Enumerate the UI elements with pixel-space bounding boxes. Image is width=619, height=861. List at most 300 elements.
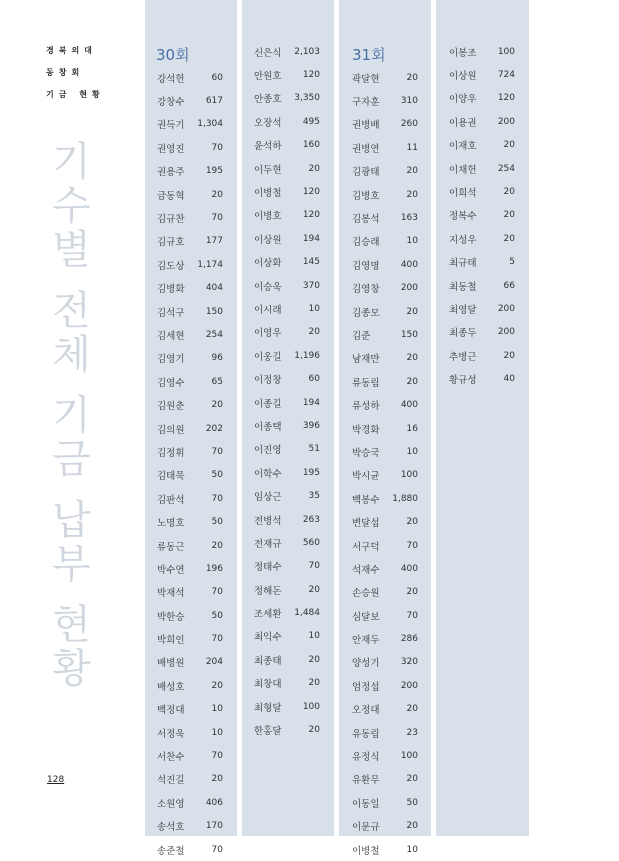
donor-name: 이채헌 <box>449 164 477 176</box>
donor-row <box>352 464 418 487</box>
donor-name: 정태수 <box>254 562 282 574</box>
donor-amount: 120 <box>302 70 320 81</box>
donor-row <box>449 227 515 250</box>
donor-name: 송준철 <box>157 845 185 857</box>
donor-amount: 254 <box>497 163 515 174</box>
donor-amount: 60 <box>308 374 320 385</box>
donor-name: 박승국 <box>352 447 380 459</box>
donor-row <box>254 555 320 578</box>
donor-amount: 254 <box>205 329 223 340</box>
donor-amount: 10 <box>308 631 320 642</box>
donor-name: 유정식 <box>352 752 380 764</box>
donor-row <box>254 578 320 601</box>
donor-row <box>352 370 418 393</box>
donor-name: 김원춘 <box>157 401 185 413</box>
donor-row <box>449 180 515 203</box>
donor-name: 김석구 <box>157 307 185 319</box>
donor-row <box>254 367 320 390</box>
donor-row <box>449 367 515 390</box>
donor-name: 권득기 <box>157 120 185 132</box>
donor-amount: 194 <box>302 397 320 408</box>
donor-row <box>157 89 223 112</box>
donor-name: 김병화 <box>157 284 185 296</box>
donor-amount: 396 <box>302 420 320 431</box>
donor-name: 엄정섭 <box>352 681 380 693</box>
donor-amount: 20 <box>211 189 223 200</box>
donor-amount: 70 <box>308 561 320 572</box>
donor-row <box>254 461 320 484</box>
donor-name: 강석헌 <box>157 73 185 85</box>
donor-amount: 96 <box>211 353 223 364</box>
donor-row <box>157 277 223 300</box>
donor-amount: 20 <box>308 654 320 665</box>
donor-amount: 10 <box>211 727 223 738</box>
donor-row <box>157 510 223 533</box>
donor-amount: 10 <box>406 236 418 247</box>
donor-amount: 2,103 <box>294 46 320 57</box>
donor-amount: 20 <box>406 376 418 387</box>
donor-list-31-b <box>449 40 515 391</box>
donor-name: 박경화 <box>352 424 380 436</box>
donor-row <box>157 440 223 463</box>
donor-name: 이상화 <box>254 258 282 270</box>
donor-name: 전병석 <box>254 515 282 527</box>
donor-row <box>254 414 320 437</box>
donor-amount: 170 <box>205 821 223 832</box>
donor-name: 이진영 <box>254 445 282 457</box>
donor-row <box>352 136 418 159</box>
donor-name: 이봉조 <box>449 47 477 59</box>
donor-list-30-a <box>157 66 223 861</box>
donor-amount: 100 <box>302 701 320 712</box>
donor-row <box>352 581 418 604</box>
donor-name: 박재석 <box>157 588 185 600</box>
donor-amount: 1,174 <box>197 259 223 270</box>
donor-row <box>352 534 418 557</box>
donor-amount: 406 <box>205 797 223 808</box>
donor-amount: 70 <box>211 213 223 224</box>
donor-name: 배성호 <box>157 681 185 693</box>
donor-name: 황규성 <box>449 375 477 387</box>
donor-amount: 50 <box>211 517 223 528</box>
donor-amount: 70 <box>406 540 418 551</box>
donor-amount: 50 <box>211 470 223 481</box>
donor-name: 안원호 <box>254 71 282 83</box>
donor-row <box>352 698 418 721</box>
donor-row <box>254 391 320 414</box>
donor-row <box>352 791 418 814</box>
donor-amount: 50 <box>406 797 418 808</box>
donor-amount: 20 <box>211 400 223 411</box>
donor-name: 이재호 <box>449 141 477 153</box>
donor-name: 김영수 <box>157 377 185 389</box>
donor-row <box>254 251 320 274</box>
donor-row <box>254 438 320 461</box>
donor-name: 김광태 <box>352 167 380 179</box>
donor-row <box>449 321 515 344</box>
donor-row <box>157 487 223 510</box>
donor-row <box>352 417 418 440</box>
donor-name: 김병호 <box>352 190 380 202</box>
donor-name: 서정욱 <box>157 728 185 740</box>
donor-name: 강창수 <box>157 97 185 109</box>
donor-name: 최형달 <box>254 702 282 714</box>
donor-list-30-b <box>254 40 320 742</box>
session-heading-31: 31회 <box>352 46 386 64</box>
donor-name: 손승원 <box>352 588 380 600</box>
donor-row <box>352 160 418 183</box>
donor-row <box>157 230 223 253</box>
donor-amount: 617 <box>205 96 223 107</box>
donor-amount: 195 <box>302 467 320 478</box>
donor-row <box>157 604 223 627</box>
donor-row <box>157 651 223 674</box>
donor-amount: 260 <box>400 119 418 130</box>
donor-row <box>449 134 515 157</box>
donor-name: 이동일 <box>352 798 380 810</box>
donor-amount: 1,880 <box>392 493 418 504</box>
donor-row <box>157 744 223 767</box>
donor-name: 김규찬 <box>157 214 185 226</box>
donor-name: 이두현 <box>254 164 282 176</box>
donor-row <box>352 651 418 674</box>
donor-row <box>157 627 223 650</box>
donor-amount: 66 <box>503 280 515 291</box>
donor-amount: 195 <box>205 166 223 177</box>
header-line-2: 동창회 <box>46 68 85 77</box>
donor-amount: 60 <box>211 72 223 83</box>
donor-amount: 100 <box>497 46 515 57</box>
donor-row <box>352 230 418 253</box>
donor-row <box>254 695 320 718</box>
donor-amount: 145 <box>302 257 320 268</box>
donor-name: 서찬수 <box>157 752 185 764</box>
donor-row <box>254 672 320 695</box>
donor-amount: 10 <box>406 446 418 457</box>
donor-amount: 204 <box>205 657 223 668</box>
donor-amount: 200 <box>400 680 418 691</box>
donor-amount: 20 <box>406 353 418 364</box>
donor-amount: 1,484 <box>294 608 320 619</box>
donor-row <box>157 393 223 416</box>
donor-row <box>352 604 418 627</box>
donor-amount: 1,304 <box>197 119 223 130</box>
donor-name: 최종태 <box>254 655 282 667</box>
donor-name: 권병연 <box>352 143 380 155</box>
donor-name: 윤석하 <box>254 141 282 153</box>
donor-row <box>352 744 418 767</box>
donor-name: 이시래 <box>254 304 282 316</box>
donor-row <box>352 113 418 136</box>
donor-name: 김의원 <box>157 424 185 436</box>
donor-name: 이상원 <box>254 234 282 246</box>
donor-name: 최규태 <box>449 258 477 270</box>
donor-amount: 177 <box>205 236 223 247</box>
donor-row <box>449 274 515 297</box>
donor-amount: 70 <box>211 142 223 153</box>
donor-amount: 120 <box>302 187 320 198</box>
donor-name: 백정대 <box>157 705 185 717</box>
donor-amount: 70 <box>211 493 223 504</box>
donor-name: 양성기 <box>352 658 380 670</box>
donor-amount: 10 <box>308 303 320 314</box>
donor-amount: 20 <box>503 187 515 198</box>
donor-name: 소원영 <box>157 798 185 810</box>
donor-amount: 100 <box>400 751 418 762</box>
donor-row <box>254 625 320 648</box>
donor-amount: 724 <box>497 70 515 81</box>
donor-row <box>157 136 223 159</box>
donor-amount: 20 <box>406 72 418 83</box>
page-number: 128 <box>47 775 65 785</box>
donor-amount: 20 <box>406 704 418 715</box>
donor-amount: 120 <box>302 210 320 221</box>
donor-row <box>352 347 418 370</box>
donor-name: 최영달 <box>449 304 477 316</box>
donor-amount: 263 <box>302 514 320 525</box>
donor-row <box>254 110 320 133</box>
donor-name: 최창대 <box>254 679 282 691</box>
donor-row <box>352 183 418 206</box>
donor-amount: 11 <box>406 142 418 153</box>
donor-name: 김승래 <box>352 237 380 249</box>
donor-amount: 70 <box>211 751 223 762</box>
donor-amount: 20 <box>503 233 515 244</box>
donor-name: 지성우 <box>449 234 477 246</box>
donor-row <box>352 768 418 791</box>
donor-row <box>157 815 223 838</box>
donor-amount: 20 <box>406 517 418 528</box>
donor-amount: 3,350 <box>294 93 320 104</box>
donor-row <box>254 297 320 320</box>
donor-name: 유환무 <box>352 775 380 787</box>
donor-name: 김태묵 <box>157 471 185 483</box>
donor-row <box>157 370 223 393</box>
donor-row <box>157 768 223 791</box>
donor-name: 김종모 <box>352 307 380 319</box>
donor-name: 이상원 <box>449 71 477 83</box>
donor-amount: 194 <box>302 233 320 244</box>
donor-row <box>157 323 223 346</box>
donor-name: 안종호 <box>254 94 282 106</box>
donor-amount: 286 <box>400 634 418 645</box>
donor-name: 금동혁 <box>157 190 185 202</box>
donor-amount: 370 <box>302 280 320 291</box>
donor-amount: 10 <box>406 844 418 855</box>
donor-row <box>352 721 418 744</box>
donor-name: 이학수 <box>254 468 282 480</box>
donor-name: 이정창 <box>254 375 282 387</box>
donor-amount: 20 <box>211 540 223 551</box>
donor-amount: 320 <box>400 657 418 668</box>
donor-row <box>254 274 320 297</box>
donor-row <box>157 160 223 183</box>
donor-name: 이웅길 <box>254 351 282 363</box>
donor-row <box>352 323 418 346</box>
donor-name: 김정휘 <box>157 447 185 459</box>
donor-name: 권용주 <box>157 167 185 179</box>
donor-name: 심달보 <box>352 611 380 623</box>
donor-row <box>254 180 320 203</box>
donor-row <box>157 838 223 861</box>
donor-name: 김준 <box>352 330 371 342</box>
donor-row <box>254 63 320 86</box>
donor-row <box>254 601 320 624</box>
donor-row <box>352 838 418 861</box>
donor-row <box>352 393 418 416</box>
donor-name: 박한승 <box>157 611 185 623</box>
donor-row <box>449 297 515 320</box>
vertical-title: 기수별 전체 기금 납부 현황 <box>45 140 91 691</box>
donor-row <box>352 557 418 580</box>
donor-amount: 20 <box>308 584 320 595</box>
donor-name: 김봉석 <box>352 214 380 226</box>
donor-amount: 70 <box>211 587 223 598</box>
donor-row <box>157 253 223 276</box>
donor-name: 박시균 <box>352 471 380 483</box>
donor-name: 추병근 <box>449 351 477 363</box>
donor-name: 배병원 <box>157 658 185 670</box>
donor-row <box>254 484 320 507</box>
donor-name: 권영진 <box>157 143 185 155</box>
donor-amount: 120 <box>497 93 515 104</box>
donor-name: 안재두 <box>352 635 380 647</box>
donor-amount: 20 <box>406 587 418 598</box>
donor-name: 전재규 <box>254 538 282 550</box>
donor-amount: 150 <box>400 329 418 340</box>
donor-amount: 65 <box>211 376 223 387</box>
donor-amount: 20 <box>406 306 418 317</box>
donor-row <box>157 300 223 323</box>
donor-row <box>157 183 223 206</box>
donor-name: 백봉수 <box>352 494 380 506</box>
donor-amount: 20 <box>503 210 515 221</box>
donor-amount: 202 <box>205 423 223 434</box>
donor-row <box>254 344 320 367</box>
donor-amount: 310 <box>400 96 418 107</box>
header-line-3: 기금 현황 <box>46 90 105 99</box>
donor-row <box>352 89 418 112</box>
donor-row <box>352 815 418 838</box>
donor-name: 김세현 <box>157 330 185 342</box>
donor-name: 이병철 <box>352 845 380 857</box>
donor-row <box>254 648 320 671</box>
donor-amount: 16 <box>406 423 418 434</box>
donor-row <box>449 40 515 63</box>
donor-row <box>157 534 223 557</box>
donor-name: 변달섭 <box>352 518 380 530</box>
donor-name: 이용권 <box>449 117 477 129</box>
donor-amount: 70 <box>406 610 418 621</box>
donor-name: 이희석 <box>449 188 477 200</box>
donor-amount: 35 <box>308 491 320 502</box>
donor-name: 이양우 <box>449 94 477 106</box>
donor-row <box>157 66 223 89</box>
donor-row <box>352 674 418 697</box>
donor-row <box>449 204 515 227</box>
donor-name: 정해돈 <box>254 585 282 597</box>
donor-row <box>254 134 320 157</box>
donor-name: 권병배 <box>352 120 380 132</box>
donor-amount: 20 <box>503 140 515 151</box>
donor-row <box>449 157 515 180</box>
donor-amount: 495 <box>302 116 320 127</box>
donor-row <box>449 87 515 110</box>
donor-row <box>254 157 320 180</box>
donor-name: 석재수 <box>352 564 380 576</box>
donor-row <box>352 277 418 300</box>
donor-name: 최동철 <box>449 281 477 293</box>
donor-name: 김영명 <box>352 260 380 272</box>
donor-name: 이종택 <box>254 421 282 433</box>
donor-name: 최종두 <box>449 328 477 340</box>
donor-name: 최익수 <box>254 632 282 644</box>
donor-row <box>449 344 515 367</box>
donor-name: 김영창 <box>352 284 380 296</box>
donor-name: 김규호 <box>157 237 185 249</box>
donor-name: 김도상 <box>157 260 185 272</box>
donor-row <box>352 627 418 650</box>
donor-amount: 200 <box>497 303 515 314</box>
donor-row <box>157 464 223 487</box>
donor-amount: 560 <box>302 537 320 548</box>
donor-row <box>449 110 515 133</box>
donor-amount: 51 <box>308 444 320 455</box>
donor-row <box>254 321 320 344</box>
donor-amount: 20 <box>406 774 418 785</box>
donor-name: 류성하 <box>352 401 380 413</box>
donor-amount: 20 <box>308 678 320 689</box>
donor-amount: 20 <box>406 166 418 177</box>
donor-name: 이종길 <box>254 398 282 410</box>
donor-row <box>352 440 418 463</box>
donor-amount: 70 <box>211 844 223 855</box>
donor-name: 이병호 <box>254 211 282 223</box>
donor-amount: 20 <box>308 725 320 736</box>
donor-name: 류동림 <box>352 377 380 389</box>
donor-amount: 400 <box>400 400 418 411</box>
donor-name: 류동근 <box>157 541 185 553</box>
donor-amount: 50 <box>211 610 223 621</box>
donor-amount: 163 <box>400 213 418 224</box>
donor-row <box>157 674 223 697</box>
donor-name: 오장석 <box>254 117 282 129</box>
donor-row <box>352 253 418 276</box>
donor-name: 유동림 <box>352 728 380 740</box>
donor-name: 이영우 <box>254 328 282 340</box>
donor-amount: 70 <box>211 446 223 457</box>
donor-name: 박희인 <box>157 635 185 647</box>
donor-row <box>157 581 223 604</box>
donor-row <box>352 66 418 89</box>
donor-amount: 40 <box>503 374 515 385</box>
donor-amount: 20 <box>211 680 223 691</box>
session-heading-30: 30회 <box>156 46 190 64</box>
donor-amount: 400 <box>400 259 418 270</box>
donor-name: 김판석 <box>157 494 185 506</box>
donor-row <box>449 251 515 274</box>
header-line-1: 경북의대 <box>46 46 97 55</box>
donor-name: 서구덕 <box>352 541 380 553</box>
donor-amount: 20 <box>503 350 515 361</box>
donor-name: 오정대 <box>352 705 380 717</box>
donor-amount: 400 <box>400 563 418 574</box>
donor-amount: 20 <box>308 163 320 174</box>
donor-list-31-a <box>352 66 418 861</box>
donor-row <box>157 698 223 721</box>
donor-row <box>449 63 515 86</box>
donor-name: 정복수 <box>449 211 477 223</box>
